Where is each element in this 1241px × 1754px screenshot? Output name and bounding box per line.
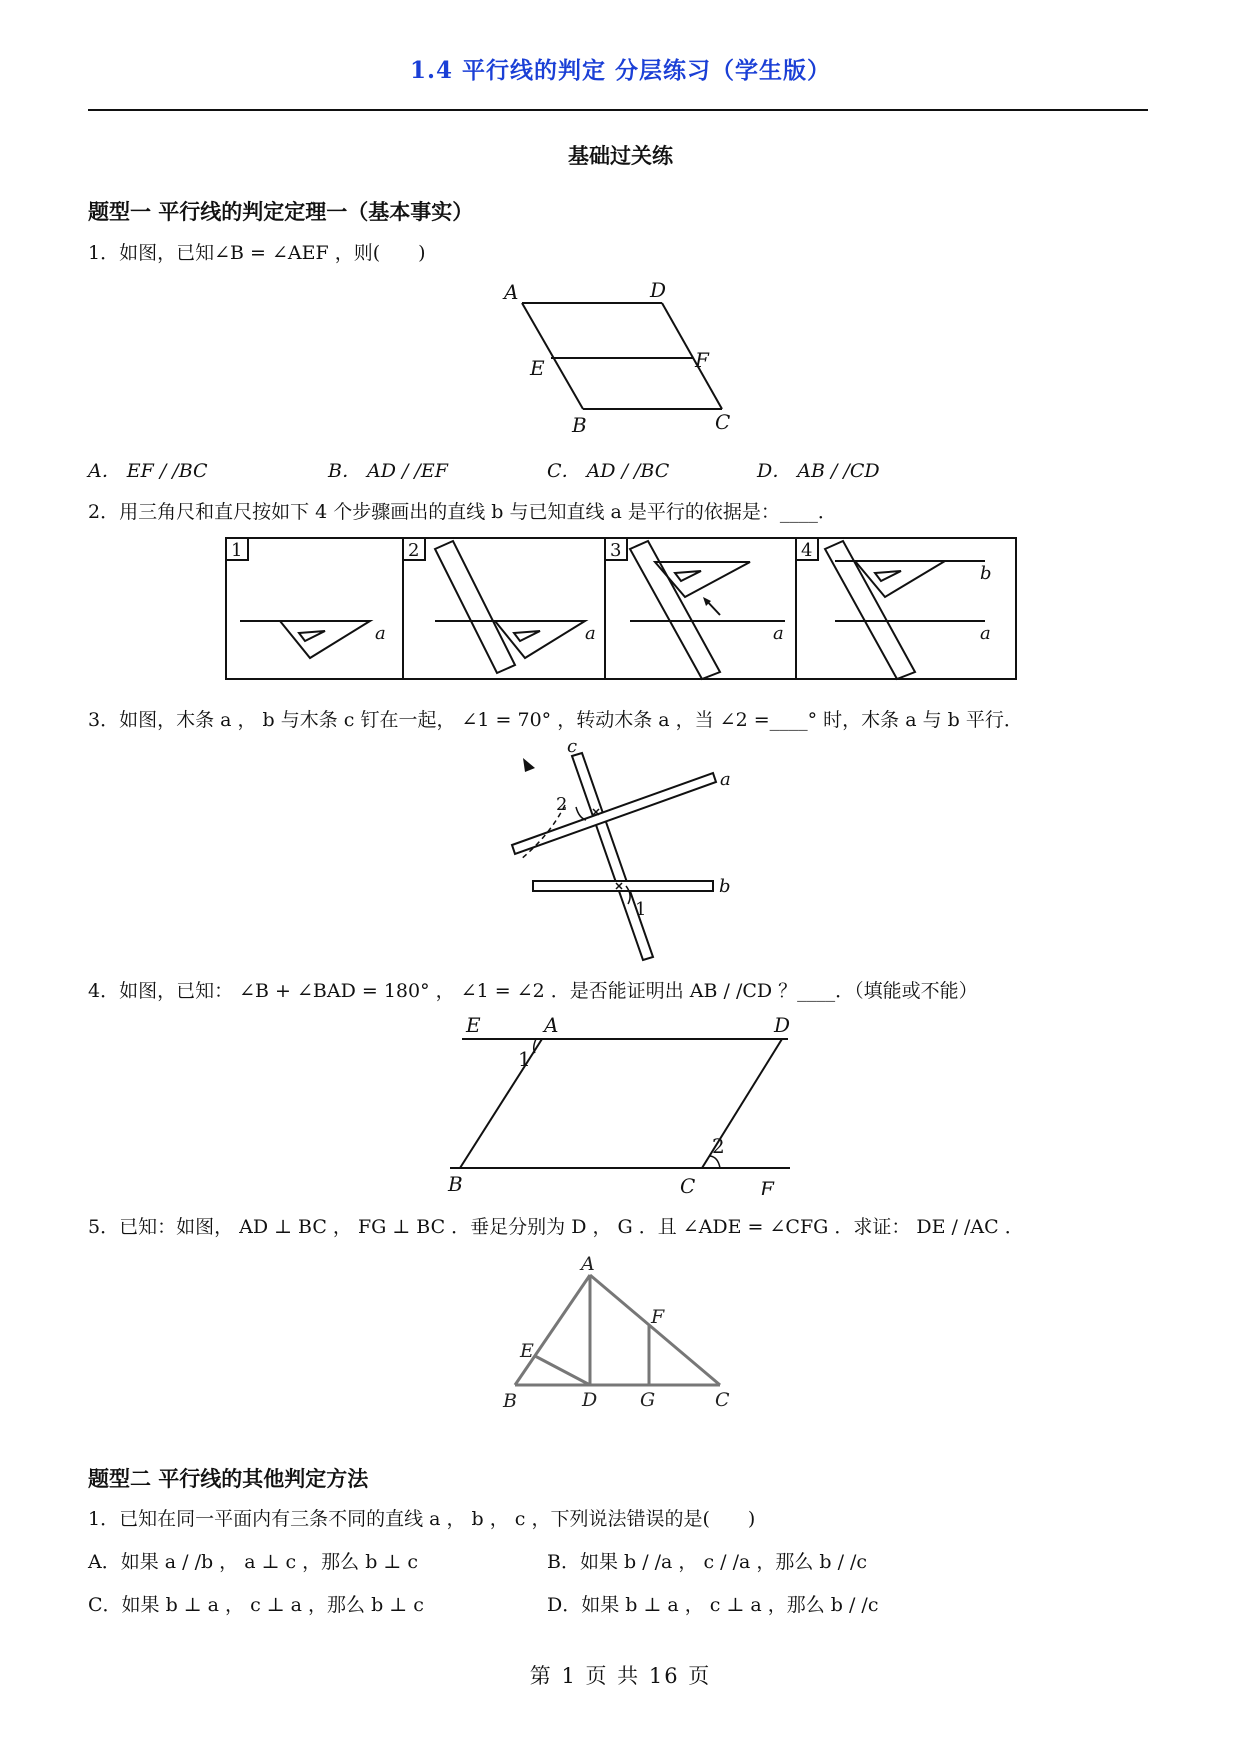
type2-q1-option-d: D．如果 b ⊥ a ， c ⊥ a ，那么 b / /c	[547, 1594, 879, 1616]
q2-step-1: 1	[231, 540, 243, 561]
q5-label-B: B	[503, 1390, 517, 1412]
q3-arrow-head	[523, 758, 535, 772]
q5-label-G: G	[640, 1389, 656, 1411]
type2-q1-option-b: B．如果 b / /a ， c / /a ，那么 b / /c	[547, 1551, 868, 1573]
q2-p2-label-a: a	[585, 623, 596, 644]
q5-label-E: E	[520, 1340, 534, 1362]
q5-line-AB	[515, 1275, 590, 1385]
type2-q1-option-a: A．如果 a / /b ， a ⊥ c ，那么 b ⊥ c	[88, 1551, 418, 1573]
q3-text: 3．如图，木条 a ， b 与木条 c 钉在一起， ∠1 = 70° ，转动木条 a ，当 ∠2 =____° 时，木条 a 与 b 平行．	[88, 709, 1023, 731]
q1-option-c: C． AD / /BC	[547, 460, 670, 482]
q2-step-4: 4	[801, 540, 813, 561]
q5-line-DE	[535, 1356, 590, 1385]
q2-step-3: 3	[610, 540, 622, 561]
q5-label-A: A	[581, 1255, 595, 1275]
q3-figure	[495, 740, 745, 965]
q5-label-C: C	[715, 1389, 730, 1411]
q1-label-E: E	[530, 356, 545, 380]
type2-q1-text: 1．已知在同一平面内有三条不同的直线 a ， b ， c ，下列说法错误的是( )	[88, 1508, 756, 1530]
q1-label-D: D	[650, 278, 667, 302]
q3-label-b: b	[719, 876, 731, 897]
q5-text: 5．已知：如图， AD ⊥ BC ， FG ⊥ BC ．垂足分别为 D ， G ．且 ∠ADE = ∠CFG ．求证： DE / /AC ．	[88, 1216, 1024, 1238]
q2-p1-triangle	[280, 621, 370, 658]
q1-figure	[500, 275, 760, 440]
page-footer: 第 1 页 共 16 页	[529, 1664, 712, 1688]
q2-step-2: 2	[408, 540, 420, 561]
q3-label-a: a	[720, 769, 731, 790]
q2-p2-triangle-inner	[514, 631, 540, 641]
q5-label-D: D	[582, 1389, 598, 1411]
q2-p4-triangle-inner	[875, 571, 901, 581]
q3-label-2: 2	[556, 794, 568, 815]
q2-p4-triangle	[855, 561, 945, 597]
type1-heading: 题型一 平行线的判定定理一（基本事实）	[88, 199, 474, 224]
q4-label-F: F	[760, 1177, 774, 1195]
q1-option-b: B． AD / /EF	[328, 460, 448, 482]
q1-label-A: A	[504, 280, 519, 304]
q3-label-c: c	[567, 740, 578, 757]
q4-label-B: B	[448, 1172, 463, 1195]
q3-label-1: 1	[635, 899, 647, 920]
q4-figure	[440, 1010, 800, 1195]
section-title: 基础过关练	[568, 143, 673, 168]
page-title: 1.4 平行线的判定 分层练习（学生版）	[409, 57, 832, 84]
type2-heading: 题型二 平行线的其他判定方法	[88, 1466, 369, 1491]
header-rule	[88, 109, 1148, 111]
q1-text: 1．如图，已知∠B = ∠AEF ，则( )	[88, 242, 426, 264]
q3-stick-a	[512, 773, 716, 854]
q5-line-AC	[590, 1275, 720, 1385]
q2-p3-triangle-inner	[675, 571, 701, 581]
q2-figure	[225, 537, 1020, 682]
q4-label-E: E	[466, 1013, 481, 1037]
q2-p2-ruler	[435, 541, 515, 673]
q1-option-d: D． AB / /CD	[757, 460, 880, 482]
q4-label-C: C	[680, 1174, 696, 1195]
q4-label-1: 1	[518, 1047, 531, 1071]
q1-label-C: C	[715, 410, 731, 434]
type2-q1-option-c: C．如果 b ⊥ a ， c ⊥ a ，那么 b ⊥ c	[88, 1594, 424, 1616]
q1-label-F: F	[695, 348, 709, 372]
q4-text: 4．如图，已知： ∠B + ∠BAD = 180° ， ∠1 = ∠2 ．是否能证明出 AB / /CD ？____．（填能或不能）	[88, 980, 978, 1002]
q2-p3-label-a: a	[773, 623, 784, 644]
q4-angle-1-arc	[534, 1039, 536, 1053]
q3-stick-c	[572, 753, 653, 960]
q2-p4-label-b: b	[980, 563, 992, 584]
q5-label-F: F	[651, 1306, 665, 1328]
q3-stick-b	[533, 881, 713, 891]
q1-option-a: A． EF / /BC	[88, 460, 208, 482]
q2-p1-label-a: a	[375, 623, 386, 644]
q5-figure	[495, 1255, 745, 1415]
q2-p3-triangle	[655, 562, 750, 597]
q4-label-A: A	[544, 1013, 559, 1037]
q2-p1-triangle-inner	[299, 631, 325, 641]
q4-label-2: 2	[712, 1134, 725, 1158]
q1-line-DC	[662, 303, 722, 409]
q1-label-B: B	[572, 413, 587, 437]
q2-p4-label-a: a	[980, 623, 991, 644]
q2-text: 2．用三角尺和直尺按如下 4 个步骤画出的直线 b 与已知直线 a 是平行的依据是：____．	[88, 501, 837, 523]
q4-label-D: D	[774, 1013, 791, 1037]
